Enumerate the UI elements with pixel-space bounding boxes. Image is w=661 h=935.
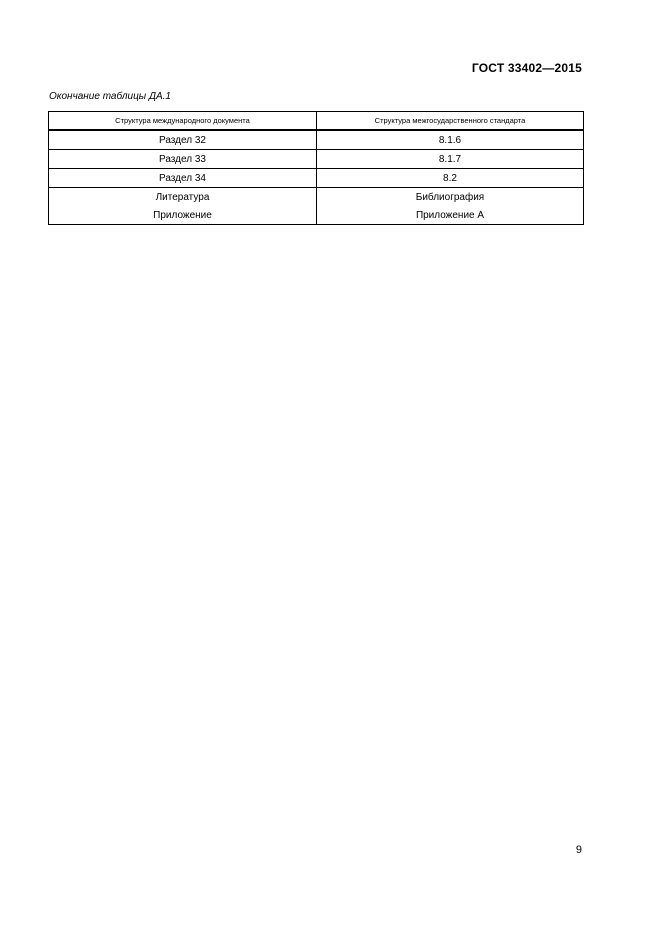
correspondence-table-container xyxy=(48,111,583,225)
table-cell: Раздел 32 xyxy=(49,130,317,150)
table-cell: Приложение А xyxy=(317,206,584,225)
page-number: 9 xyxy=(575,844,582,856)
table-header-row xyxy=(49,112,584,131)
table-cell: 8.1.7 xyxy=(317,150,584,169)
table-cell: Раздел 34 xyxy=(49,169,317,188)
table-row xyxy=(49,130,584,150)
table-cell: Раздел 33 xyxy=(49,150,317,169)
table-cell: Литература xyxy=(49,188,317,207)
document-code: ГОСТ 33402—2015 xyxy=(471,61,582,75)
table-cell: Приложение xyxy=(49,206,317,225)
table-cell: 8.2 xyxy=(317,169,584,188)
table-row xyxy=(49,188,584,207)
table-cell: 8.1.6 xyxy=(317,130,584,150)
table-cell: Библиография xyxy=(317,188,584,207)
table-row xyxy=(49,150,584,169)
column-header-interstate: Структура межгосударственного стандарта xyxy=(317,112,584,131)
correspondence-table xyxy=(48,111,584,225)
table-caption: Окончание таблицы ДА.1 xyxy=(49,91,171,102)
column-header-international: Структура международного документа xyxy=(49,112,317,131)
table-row xyxy=(49,169,584,188)
table-row xyxy=(49,206,584,225)
